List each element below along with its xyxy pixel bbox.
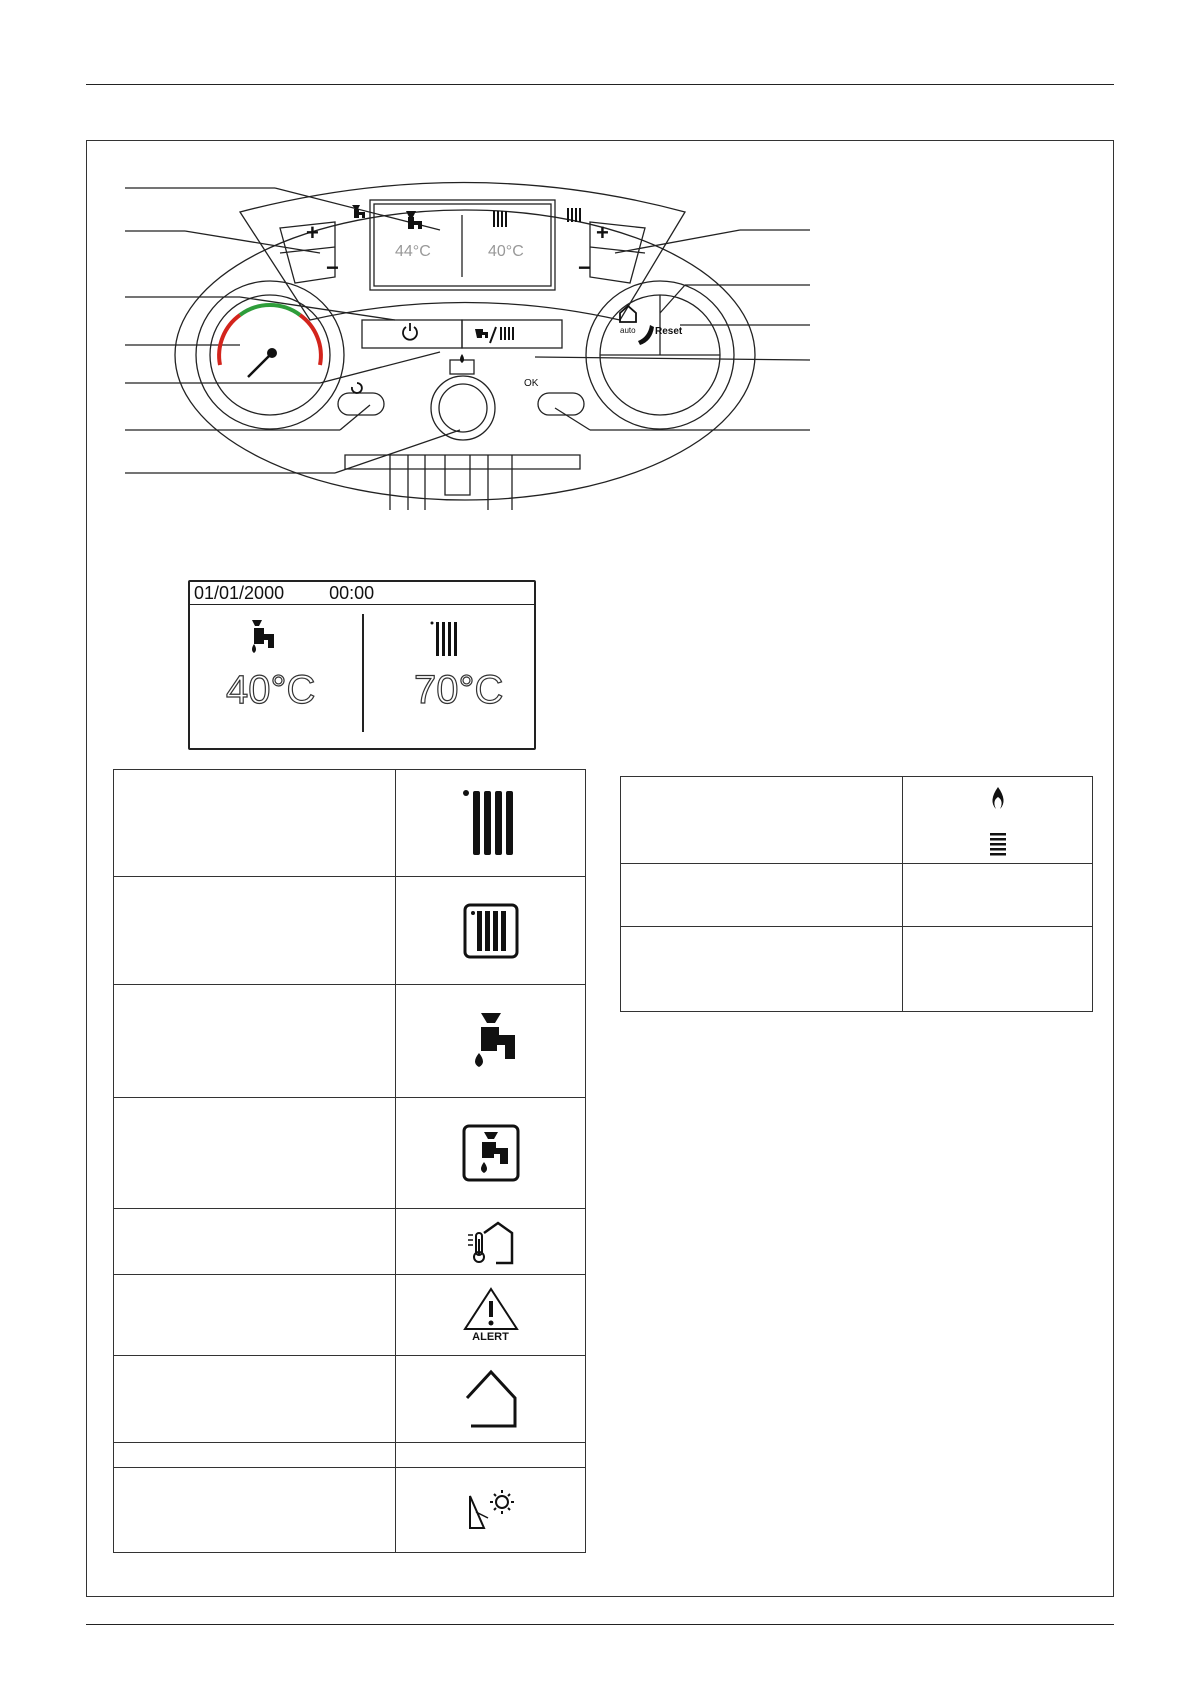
lcd-heating-temp: 70°C <box>414 668 504 712</box>
lcd-dhw-temp: 40°C <box>226 668 316 712</box>
tap-icon <box>475 329 488 338</box>
table-row <box>114 1209 586 1275</box>
solar-panel-icon <box>466 1488 516 1532</box>
table-row <box>114 1468 586 1553</box>
lcd-divider <box>362 614 364 732</box>
tap-framed-icon <box>462 1124 520 1182</box>
footer-rule <box>86 1624 1114 1625</box>
left-plus-label: + <box>306 220 319 245</box>
table-row <box>114 770 586 877</box>
table-row <box>114 1356 586 1443</box>
gauge-red-low-arc <box>219 315 240 365</box>
reset-label: Reset <box>655 326 683 337</box>
lcd-time: 00:00 <box>329 583 375 603</box>
tap-icon <box>461 1009 521 1073</box>
display-right-temp: 40°C <box>488 243 524 260</box>
back-arrow-icon <box>352 383 362 393</box>
house-thermometer-icon <box>466 1219 516 1265</box>
auto-label: auto <box>620 326 636 335</box>
lcd-screen <box>188 580 536 750</box>
header-rule <box>86 84 1114 85</box>
house-outline-icon <box>461 1368 521 1430</box>
symbols-table-left <box>113 769 586 1553</box>
right-plus-label: + <box>596 220 609 245</box>
alert-label: ALERT <box>472 1331 509 1343</box>
table-row <box>114 985 586 1098</box>
water-drop-icon <box>460 354 464 363</box>
left-minus-label: − <box>326 255 339 280</box>
rotary-knob <box>431 376 495 440</box>
flame-level-icon <box>985 783 1011 857</box>
power-icon <box>403 323 417 340</box>
lcd-header <box>190 582 534 605</box>
right-minus-label: − <box>578 255 591 280</box>
tap-icon <box>352 205 365 218</box>
tap-icon <box>248 620 278 656</box>
radiator-icon <box>500 327 514 340</box>
radiator-icon <box>493 211 507 227</box>
wrench-icon <box>638 325 654 345</box>
leader-line-11 <box>535 357 810 360</box>
ok-label: OK <box>524 378 539 389</box>
radiator-icon <box>461 787 521 859</box>
table-row <box>114 877 586 985</box>
table-row <box>114 1098 586 1209</box>
display-left-temp: 44°C <box>395 243 431 260</box>
table-row <box>621 864 1093 927</box>
table-row <box>114 1275 586 1356</box>
gauge-needle <box>248 353 272 377</box>
gauge-green-arc <box>240 305 300 315</box>
radiator-icon <box>430 620 464 658</box>
radiator-framed-icon <box>463 903 519 959</box>
table-row <box>621 777 1093 864</box>
control-panel-diagram <box>120 165 820 530</box>
table-row <box>114 1443 586 1468</box>
gauge-red-high-arc <box>300 315 321 365</box>
lcd-date: 01/01/2000 <box>194 583 285 603</box>
table-row <box>621 927 1093 1012</box>
symbols-table-right <box>620 776 1093 1012</box>
tap-icon <box>406 211 422 229</box>
